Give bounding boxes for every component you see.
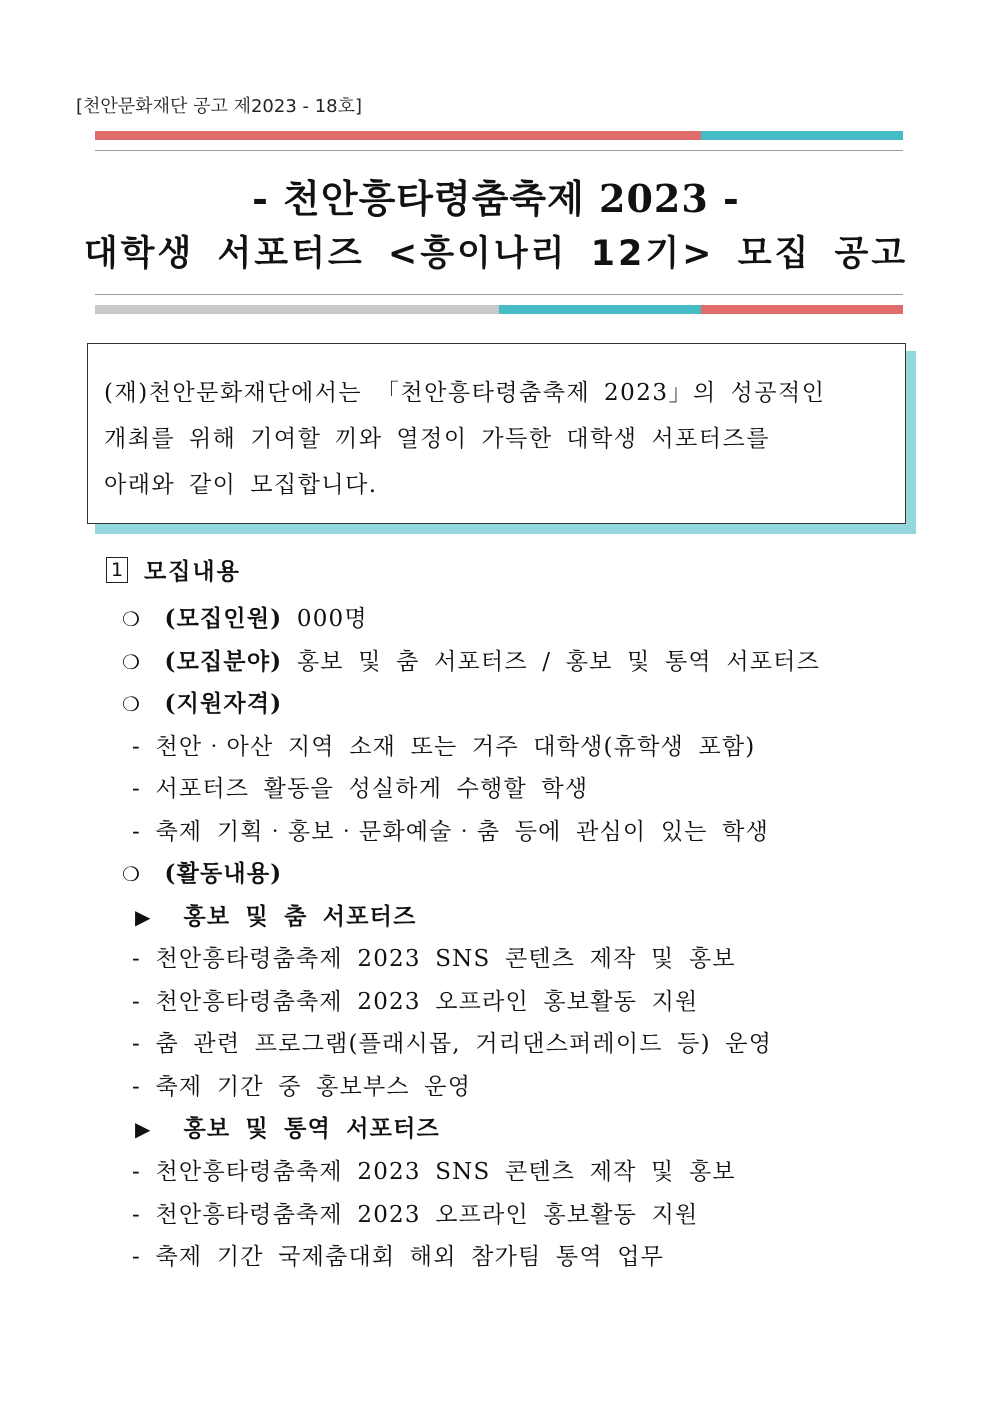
bottom-red-bar [701, 305, 903, 314]
top-teal-bar [701, 131, 903, 140]
activity-item-text: 축제 기간 중 홍보부스 운영 [155, 1074, 472, 1100]
activity-item-text: 천안흥타령춤축제 2023 SNS 콘텐츠 제작 및 홍보 [155, 946, 736, 972]
activity-group-title-text: 홍보 및 통역 서포터즈 [183, 1115, 440, 1142]
top-red-bar [95, 131, 701, 140]
bottom-divider [95, 294, 903, 295]
dash-bullet: - [132, 946, 141, 972]
qualification-item-text: 천안‧아산 지역 소재 또는 거주 대학생(휴학생 포함) [155, 734, 756, 760]
activity-item [132, 1196, 698, 1229]
circle-bullet-icon: ❍ [122, 607, 142, 631]
section-heading [106, 553, 241, 586]
circle-bullet-icon: ❍ [122, 692, 142, 716]
dash-bullet: - [132, 819, 141, 845]
activity-group-title-text: 홍보 및 춤 서포터즈 [183, 903, 417, 930]
intro-line-3: 아래와 같이 모집합니다. [104, 472, 378, 498]
dash-bullet: - [132, 1159, 141, 1185]
recruit-field-label: (모집분야) [164, 648, 283, 675]
recruit-count-row [122, 600, 368, 633]
dash-bullet: - [132, 1031, 141, 1057]
activity-item [132, 1153, 736, 1186]
dash-bullet: - [132, 776, 141, 802]
dash-bullet: - [132, 989, 141, 1015]
bottom-teal-bar [499, 305, 701, 314]
activity-item [132, 940, 736, 973]
activities-row [122, 855, 282, 888]
title-line-1: - 천안흥타령춤축제 2023 - [252, 176, 740, 221]
title-line-2: 대학생 서포터즈 <흥이나리 12기> 모집 공고 [83, 234, 909, 274]
recruit-count-value: 000명 [296, 606, 368, 632]
activity-group-title [135, 898, 416, 931]
triangle-bullet-icon: ▶ [135, 905, 152, 929]
activity-item-text: 천안흥타령춤축제 2023 SNS 콘텐츠 제작 및 홍보 [155, 1159, 736, 1185]
dash-bullet: - [132, 734, 141, 760]
qualification-label: (지원자격) [164, 690, 283, 717]
qualification-row [122, 685, 282, 718]
recruit-count-label: (모집인원) [164, 605, 283, 632]
qualification-item [132, 728, 755, 761]
section-number-box: 1 [106, 557, 128, 583]
dash-bullet: - [132, 1244, 141, 1270]
bottom-gray-bar [95, 305, 499, 314]
recruit-field-row [122, 643, 820, 676]
activity-item [132, 983, 698, 1016]
activity-item [132, 1238, 664, 1271]
activity-item-text: 춤 관련 프로그램(플래시몹, 거리댄스퍼레이드 등) 운영 [155, 1031, 773, 1057]
activities-label: (활동내용) [164, 860, 283, 887]
activity-group-title [135, 1110, 440, 1143]
top-divider [95, 150, 903, 151]
qualification-item [132, 770, 588, 803]
activity-item [132, 1068, 471, 1101]
qualification-item-text: 서포터즈 활동을 성실하게 수행할 학생 [155, 776, 589, 802]
qualification-item-text: 축제 기획‧홍보‧문화예술‧춤 등에 관심이 있는 학생 [155, 819, 770, 845]
intro-line-1: (재)천안문화재단에서는 「천안흥타령춤축제 2023」의 성공적인 [104, 380, 826, 406]
dash-bullet: - [132, 1074, 141, 1100]
activity-item-text: 축제 기간 국제춤대회 해외 참가팀 통역 업무 [155, 1244, 665, 1270]
activity-item-text: 천안흥타령춤축제 2023 오프라인 홍보활동 지원 [155, 1202, 699, 1228]
section-title: 모집내용 [144, 558, 241, 585]
dash-bullet: - [132, 1202, 141, 1228]
recruit-field-value: 홍보 및 춤 서포터즈 / 홍보 및 통역 서포터즈 [296, 649, 821, 675]
activity-item-text: 천안흥타령춤축제 2023 오프라인 홍보활동 지원 [155, 989, 699, 1015]
qualification-item [132, 813, 769, 846]
notice-number: [천안문화재단 공고 제2023 - 18호] [76, 96, 363, 117]
intro-line-2: 개최를 위해 기여할 끼와 열정이 가득한 대학생 서포터즈를 [104, 426, 770, 452]
circle-bullet-icon: ❍ [122, 650, 142, 674]
activity-item [132, 1025, 772, 1058]
circle-bullet-icon: ❍ [122, 862, 142, 886]
triangle-bullet-icon: ▶ [135, 1117, 152, 1141]
